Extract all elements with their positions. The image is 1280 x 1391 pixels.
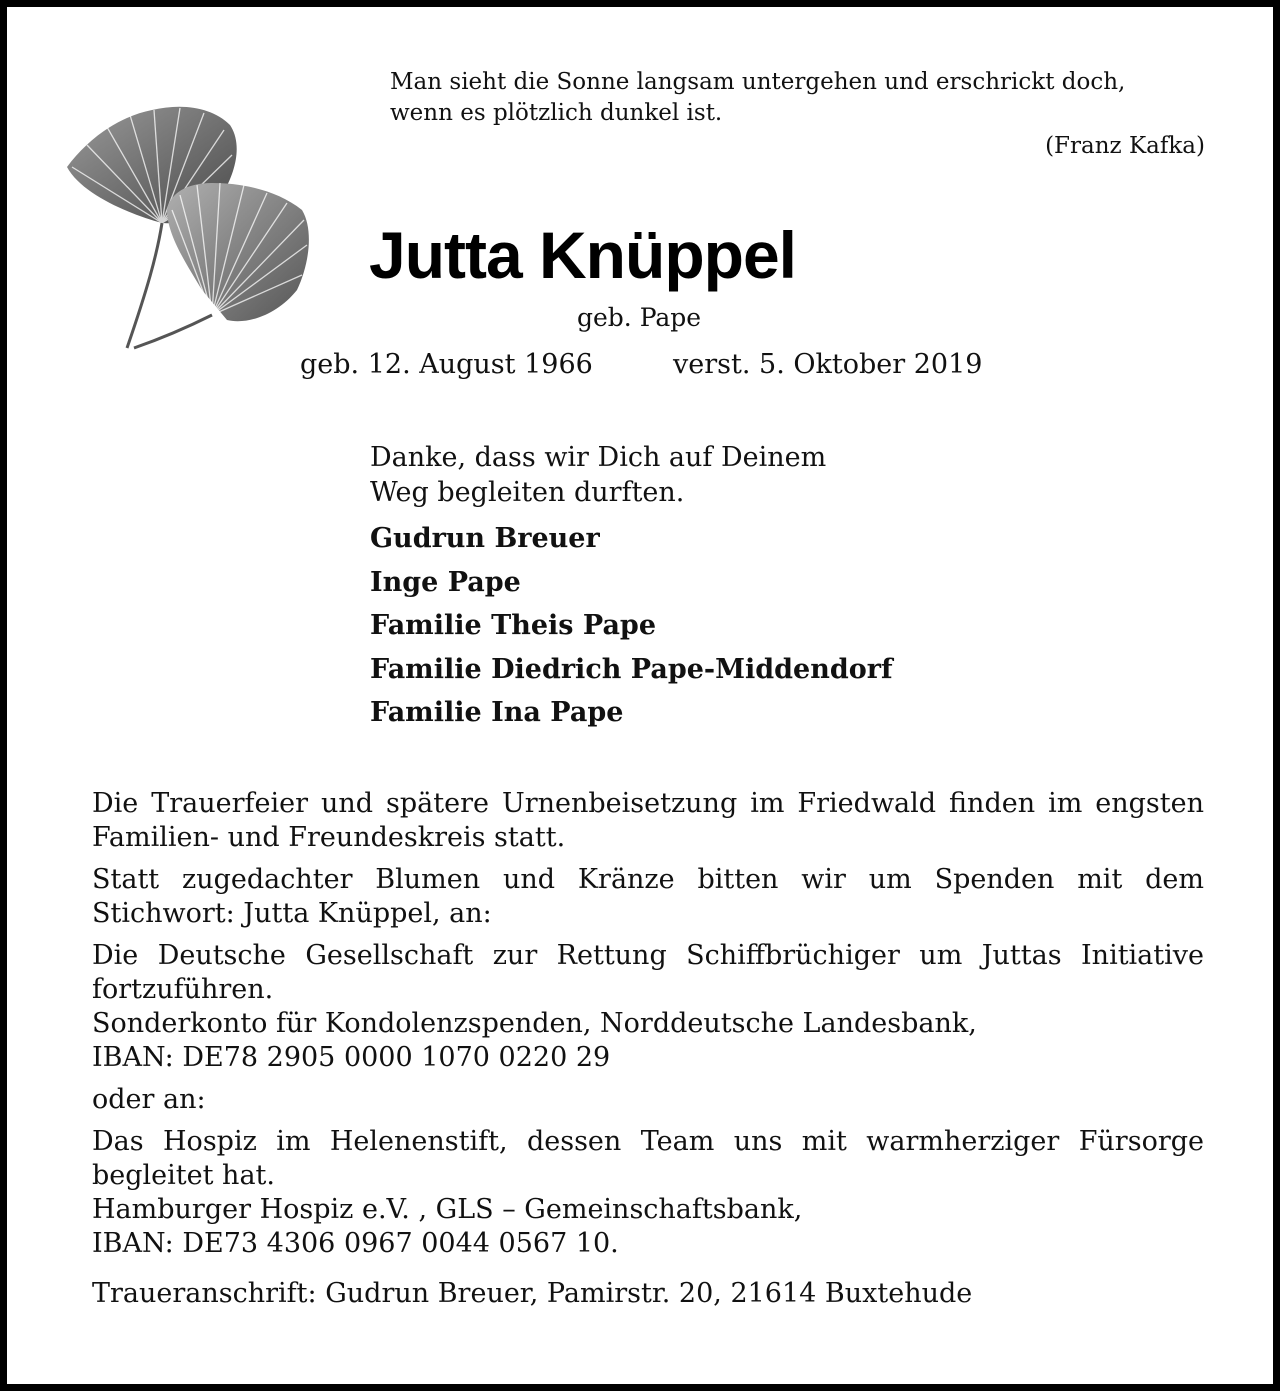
kafka-quote	[390, 67, 1205, 159]
dgzrs-paragraph	[92, 939, 1204, 1075]
thanks-line: Weg begleiten durften.	[370, 477, 685, 508]
text-line: oder an:	[92, 1084, 206, 1115]
hospiz-paragraph	[92, 1125, 1204, 1261]
mourners-list	[370, 520, 893, 738]
mourner-name: Familie Ina Pape	[370, 697, 624, 728]
text-line: Stichwort: Jutta Knüppel, an:	[92, 898, 492, 929]
text-line: Hamburger Hospiz e.V. , GLS – Gemeinschaftsbank,	[92, 1194, 803, 1225]
or-paragraph	[92, 1083, 1204, 1117]
text-line: Statt zugedachter Blumen und Kränze bitten wir um Spenden mit dem	[92, 864, 1204, 895]
ceremony-paragraph	[92, 787, 1204, 855]
iban-line: IBAN: DE73 4306 0967 0044 0567 10.	[92, 1228, 619, 1259]
birth-date: geb. 12. August 1966	[300, 349, 593, 380]
details-text	[92, 787, 1204, 1319]
quote-line: wenn es plötzlich dunkel ist.	[390, 100, 723, 126]
ginkgo-leaves-icon	[62, 105, 317, 355]
maiden-name: geb. Pape	[577, 303, 702, 332]
death-date: verst. 5. Oktober 2019	[673, 349, 983, 380]
mourning-address: Traueranschrift: Gudrun Breuer, Pamirstr. 20, 21614 Buxtehude	[92, 1278, 973, 1309]
mourner-name: Gudrun Breuer	[370, 523, 600, 554]
text-line: Die Deutsche Gesellschaft zur Rettung Schiffbrüchiger um Juttas Initiative	[92, 940, 1204, 971]
iban-line: IBAN: DE78 2905 0000 1070 0220 29	[92, 1042, 611, 1073]
quote-line: Man sieht die Sonne langsam untergehen und erschrickt doch,	[390, 69, 1126, 95]
text-line: Die Trauerfeier und spätere Urnenbeisetzung im Friedwald finden im engsten	[92, 788, 1204, 819]
text-line: fortzuführen.	[92, 974, 274, 1005]
text-line: Das Hospiz im Helenenstift, dessen Team uns mit warmherziger Fürsorge	[92, 1126, 1204, 1157]
donation-paragraph	[92, 863, 1204, 931]
address-paragraph	[92, 1277, 1204, 1311]
mourner-name: Familie Diedrich Pape-Middendorf	[370, 653, 893, 685]
mourner-name: Inge Pape	[370, 566, 521, 598]
mourner-name: Familie Theis Pape	[370, 610, 656, 641]
thanks-message	[370, 440, 826, 510]
text-line: begleitet hat.	[92, 1160, 275, 1191]
text-line: Familien- und Freundeskreis statt.	[92, 822, 566, 853]
thanks-line: Danke, dass wir Dich auf Deinem	[370, 442, 827, 473]
text-line: Sonderkonto für Kondolenzspenden, Norddeutsche Landesbank,	[92, 1008, 977, 1039]
deceased-name: Jutta Knüppel	[369, 218, 796, 292]
quote-author: (Franz Kafka)	[1045, 133, 1205, 159]
